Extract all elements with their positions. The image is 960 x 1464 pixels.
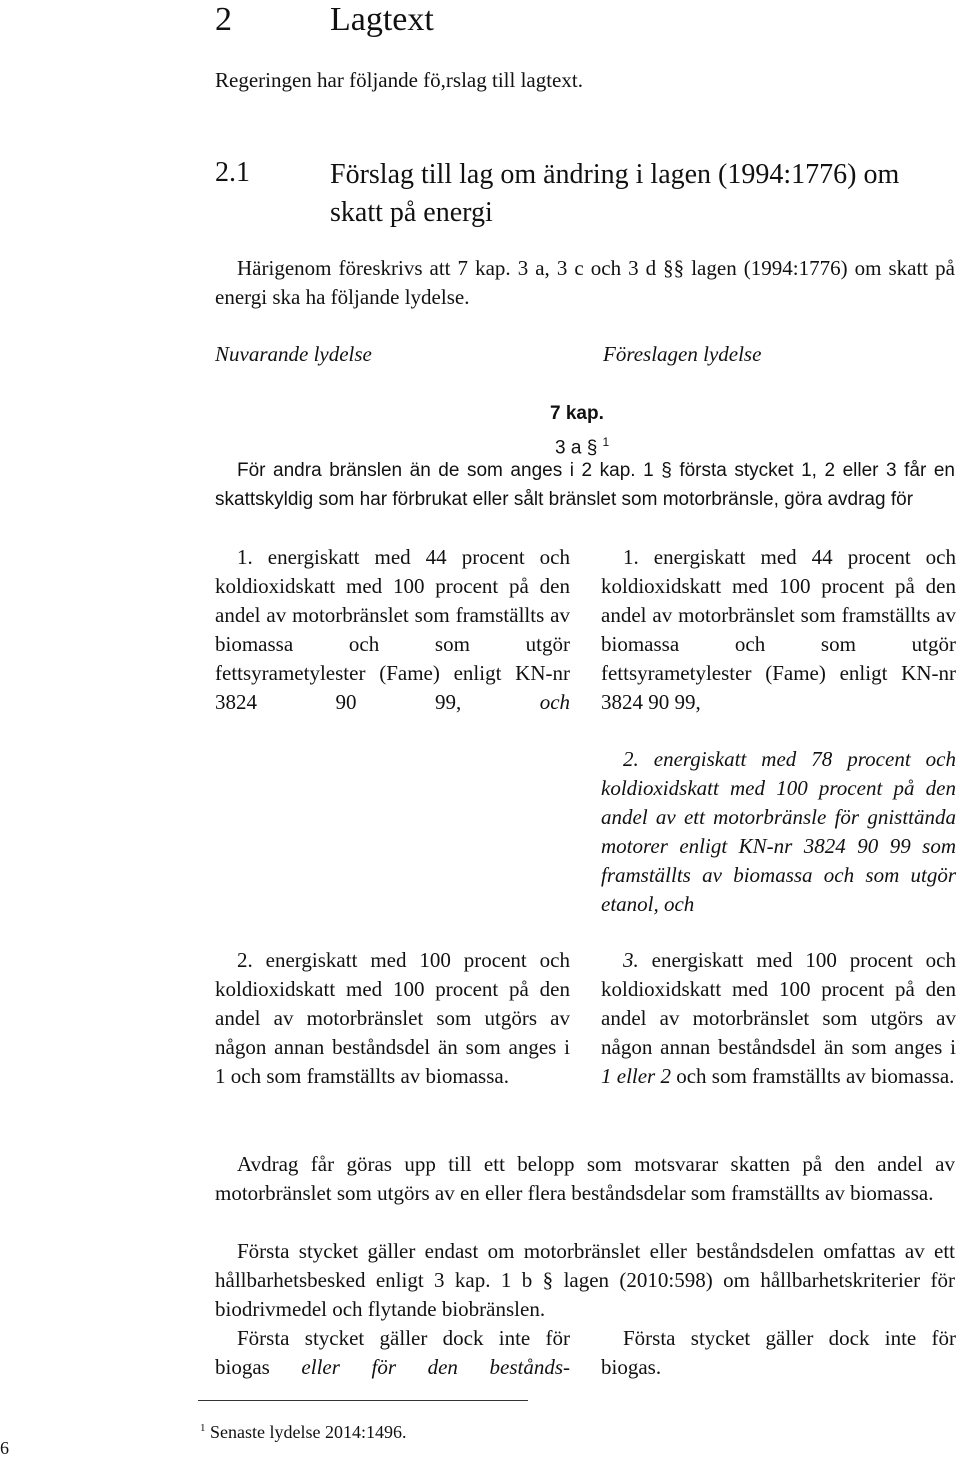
right-item-3 (601, 946, 956, 1091)
right-item-3-text-a: energiskatt med 100 procent och koldioxidskatt med 100 procent på den andel av motorbränslet som utgörs av någon annan beståndsdel än som anges i (601, 948, 957, 1059)
chapter-title: Lagtext (330, 1, 434, 38)
left-third-paragraph (215, 1324, 570, 1382)
left-item-1 (215, 543, 570, 717)
footnote-rule (198, 1400, 528, 1401)
left-third-italic: eller för den bestånds- (301, 1355, 570, 1379)
left-third-text: Första stycket gäller dock inte för biogas (215, 1326, 570, 1379)
common-paragraph-1: Avdrag får göras upp till ett belopp som motsvarar skatten på den andel av motorbränslet som utgörs av en eller flera beståndsdelar som framställts av biomassa. (215, 1152, 955, 1205)
footnote (200, 1416, 406, 1444)
right-item-3-text-b: och som framställts av biomassa. (676, 1064, 955, 1088)
right-item-3-number: 3. (623, 948, 639, 972)
chapter-ref: 7 kap. (550, 403, 604, 424)
right-third-paragraph: Första stycket gäller dock inte för biogas. (601, 1326, 956, 1379)
common-paragraph-2: Första stycket gäller endast om motorbränslet eller beståndsdelen omfattas av ett hållbarhetsbesked enligt 3 kap. 1 b § lagen (2010:598) om hållbarhetskriterier för biodrivmedel och flytande biobränslen. (215, 1239, 955, 1321)
right-item-2: 2. energiskatt med 78 procent och koldioxidskatt med 100 procent på den andel av ett motorbränsle för gnisttända motorer enligt KN-nr 3824 90 99 som framställts av biomassa och som utgör etanol, och (601, 747, 956, 916)
preamble: Härigenom föreskrivs att 7 kap. 3 a, 3 c och 3 d §§ lagen (1994:1776) om skatt på energi ska ha följande lydelse. (215, 256, 955, 309)
chapter-number: 2 (215, 1, 232, 38)
right-item-3-italic: 1 eller 2 (601, 1064, 671, 1088)
lead-paragraph: För andra bränslen än de som anges i 2 kap. 1 § första stycket 1, 2 eller 3 får en skattskyldig som har förbrukat eller sålt bränslet som motorbränsle, göra avdrag för (215, 460, 955, 510)
page-number: 6 (0, 1438, 9, 1458)
footnote-ref: 1 (602, 435, 610, 449)
left-item-1-italic: och (539, 690, 571, 714)
footnote-text: Senaste lydelse 2014:1496. (210, 1422, 407, 1442)
column-head-proposed: Föreslagen lydelse (603, 342, 762, 366)
paragraph-label-text: 3 a § (555, 437, 598, 459)
section-title: Förslag till lag om ändring i lagen (1994:1776) om skatt på energi (330, 159, 900, 228)
column-head-current: Nuvarande lydelse (215, 342, 372, 366)
intro-text: Regeringen har följande fö,rslag till lagtext. (215, 68, 583, 92)
right-item-1: 1. energiskatt med 44 procent och koldioxidskatt med 100 procent på den andel av motorbränslet som framställts av biomassa och som utgör fettsyrametylester (Fame) enligt KN-nr 3824 90 99, (601, 545, 956, 714)
left-item-1-text: 1. energiskatt med 44 procent och koldioxidskatt med 100 procent på den andel av motorbränslet som framställts av biomassa och som utgör fettsyrametylester (Fame) enligt KN-nr 3824 90 99, (215, 545, 570, 714)
section-number: 2.1 (215, 157, 250, 188)
left-item-2: 2. energiskatt med 100 procent och koldioxidskatt med 100 procent på den andel av motorbränslet som utgörs av någon annan beståndsdel än som anges i 1 och som framställts av biomassa. (215, 948, 570, 1088)
footnote-number: 1 (200, 1422, 206, 1434)
